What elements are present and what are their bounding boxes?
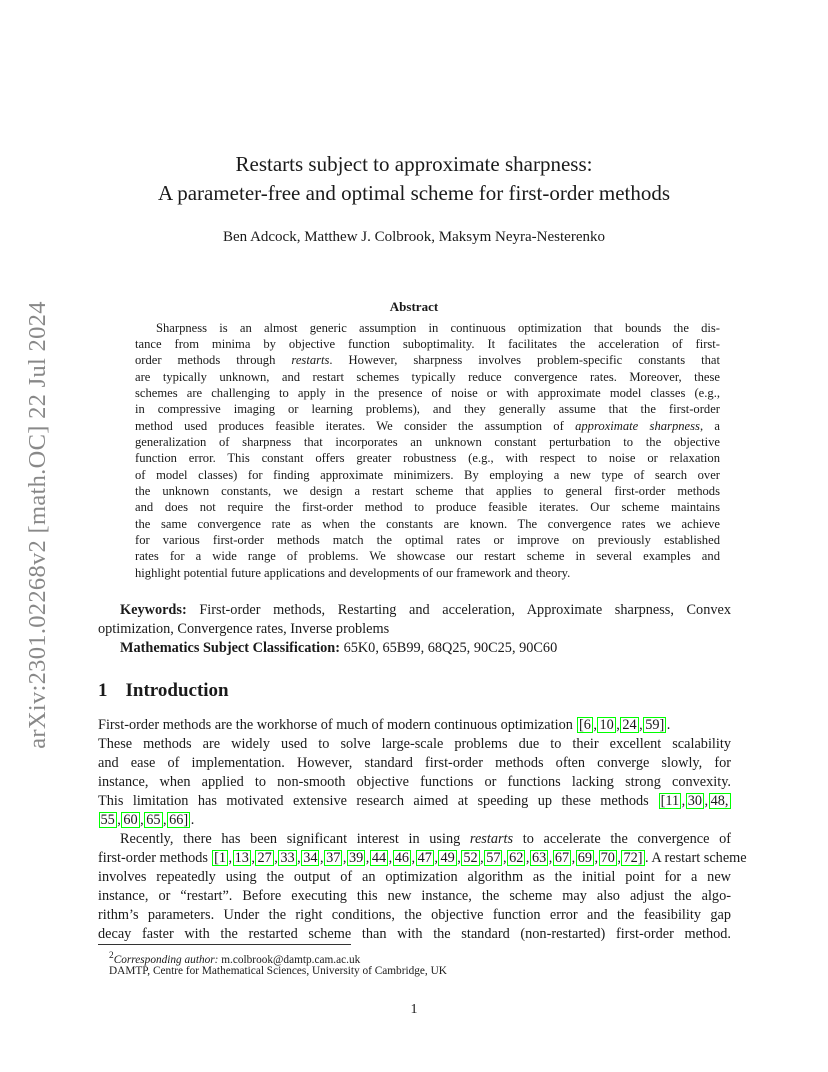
citation-link[interactable]: 30	[687, 793, 703, 809]
citation-link[interactable]: 67	[554, 850, 570, 866]
citation-group: [6 , 10 , 24 , 59]	[578, 717, 665, 733]
abstract-text: order methods through	[135, 353, 292, 367]
arxiv-identifier-stamp	[18, 275, 58, 775]
abstract-line: the same convergence rate as when the constants are known. The convergence rates we achieve	[135, 517, 720, 531]
citation-link[interactable]: 62	[509, 850, 524, 866]
citation-link[interactable]: 49	[440, 850, 455, 866]
citation-link[interactable]: 37	[326, 850, 341, 866]
body-text: First-order methods are the workhorse of much of modern continuous optimization	[98, 717, 577, 733]
citation-link[interactable]: 57	[486, 850, 501, 866]
body-text: . A restart scheme	[645, 850, 747, 866]
citation-link[interactable]: 24	[622, 717, 637, 733]
footnote-label: Corresponding author:	[113, 953, 219, 966]
footnote-divider	[98, 944, 351, 945]
paper-title-line-2: A parameter-free and optimal scheme for first-order methods	[157, 181, 671, 205]
citation-group: 55 , 60 , 65 , 66]	[100, 812, 189, 828]
body-text: first-order methods	[98, 850, 212, 866]
citation-link[interactable]: 47	[417, 850, 432, 866]
body-line	[120, 830, 731, 849]
abstract-line: generalization of sharpness that incorporates an unknown constant perturbation to the objective	[135, 435, 720, 449]
abstract-line: of model classes) for finding approximate minimizers. By employing a new type of search over	[135, 468, 720, 482]
citation-link[interactable]: 34	[303, 850, 318, 866]
abstract-line: highlight potential future applications and developments of our framework and theory.	[135, 566, 571, 580]
abstract-line	[135, 352, 720, 368]
msc-codes: 65K0, 65B99, 68Q25, 90C25, 90C60	[343, 640, 558, 656]
abstract-heading: Abstract	[389, 299, 439, 314]
keywords-label: Keywords:	[120, 602, 187, 618]
citation-link[interactable]: [6	[578, 717, 591, 733]
citation-link[interactable]: 70	[600, 850, 615, 866]
abstract-text: method used produces feasible iterates. We consider the assumption of	[135, 419, 576, 433]
citation-link[interactable]: 72]	[623, 850, 643, 866]
body-text: .	[190, 812, 195, 828]
keywords-line: optimization, Convergence rates, Inverse problems	[98, 621, 390, 637]
citation-link[interactable]: 52	[463, 850, 478, 866]
citation-link[interactable]: [1	[214, 850, 226, 866]
citation-link[interactable]: 46	[394, 850, 409, 866]
abstract-text: . However, sharpness involves problem-specific constants that	[329, 353, 721, 367]
abstract-text: , a	[699, 419, 720, 433]
abstract-emphasis: approximate sharpness	[575, 419, 700, 433]
keywords-text: First-order methods, Restarting and acceleration, Approximate sharpness, Convex	[199, 602, 731, 618]
citation-link[interactable]: 44	[371, 850, 387, 866]
abstract-line: tance from minima by objective function suboptimality. It facilitates the acceleration of first-	[135, 337, 720, 351]
body-text: This limitation has motivated extensive research aimed at speeding up these methods	[98, 793, 659, 809]
body-line: rithm’s parameters. Under the right conditions, the objective function error and the feasibility gap	[98, 907, 731, 923]
page-number: 1	[410, 1002, 418, 1017]
body-line: and ease of implementation. However, standard first-order methods often converge slowly, for	[98, 755, 731, 771]
citation-link[interactable]: 10	[599, 717, 614, 733]
abstract-line: are typically unknown, and restart schemes typically reduce convergence rates. Moreover, these	[135, 370, 720, 384]
body-line: These methods are widely used to solve large-scale problems due to their excellent scalability	[98, 736, 731, 752]
citation-link[interactable]: 69	[577, 850, 592, 866]
body-text: Recently, there has been significant interest in using	[120, 831, 470, 847]
msc-line	[120, 639, 731, 658]
author-list: Ben Adcock, Matthew J. Colbrook, Maksym Neyra-Nesterenko	[222, 229, 605, 245]
citation-link[interactable]: 59]	[645, 717, 665, 733]
citation-link[interactable]: 48,	[710, 793, 729, 809]
msc-label: Mathematics Subject Classification:	[120, 640, 340, 656]
citation-link[interactable]: 13	[234, 850, 249, 866]
body-emphasis: restarts	[469, 831, 514, 847]
body-line: decay faster with the restarted scheme than with the standard (non-restarted) first-order method.	[98, 926, 731, 942]
citation-group: [1 , 13 , 27 , 33 , 34 , 37 , 39 , 44 , 46 , 47 , 49 , 52 , 57 , 62 , 63 , 67 , 69 , 70 , 72]	[214, 850, 643, 866]
citation-link[interactable]: 66]	[169, 812, 189, 828]
arxiv-identifier-text: arXiv:2301.02268v2 [math.OC] 22 Jul 2024	[24, 301, 51, 749]
body-line: involves repeatedly using the output of an optimization algorithm as the initial point for a new	[98, 869, 731, 885]
citation-link[interactable]: 63	[531, 850, 547, 866]
body-line	[98, 792, 731, 811]
abstract-line: schemes are challenging to apply in the presence of noise or with approximate model classes (e.g.,	[135, 386, 720, 400]
body-line: instance, when applied to non-smooth objective functions or functions lacking strong convexity.	[98, 774, 731, 790]
footnote-affiliation: DAMTP, Centre for Mathematical Sciences, University of Cambridge, UK	[109, 965, 447, 977]
abstract-line: for various first-order methods match the optimal rates or improve on previously established	[135, 533, 720, 547]
paper-title-line-1: Restarts subject to approximate sharpness:	[235, 152, 593, 176]
citation-link[interactable]: 27	[257, 850, 272, 866]
abstract-line: function error. This constant offers greater robustness (e.g., with respect to noise or relaxation	[135, 451, 720, 465]
citation-link[interactable]: [11	[660, 793, 680, 809]
body-line	[98, 811, 731, 830]
section-title: Introduction	[125, 680, 229, 701]
body-line	[98, 849, 747, 868]
citation-group: [11 , 30 , 48,	[660, 793, 729, 809]
keywords-line	[120, 601, 731, 620]
abstract-line	[135, 418, 720, 434]
abstract-emphasis: restarts	[291, 353, 330, 367]
footnote-email: m.colbrook@damtp.cam.ac.uk	[218, 953, 361, 966]
footnote-marker: 2	[109, 951, 114, 961]
abstract-line: and does not require the first-order method to produce feasible iterates. Our scheme maintains	[135, 500, 720, 514]
body-line: instance, or “restart”. Before executing this new instance, the scheme may also adjust the algo-	[98, 888, 731, 904]
citation-link[interactable]: 65	[146, 812, 161, 828]
section-heading	[98, 680, 229, 702]
body-text: to accelerate the convergence of	[513, 831, 731, 847]
abstract-line: the unknown constants, we design a restart scheme that applies to general first-order methods	[135, 484, 720, 498]
citation-link[interactable]: 55	[100, 812, 115, 828]
section-number: 1	[98, 680, 108, 701]
citation-link[interactable]: 33	[280, 850, 295, 866]
citation-link[interactable]: 39	[348, 850, 364, 866]
body-line	[98, 716, 731, 735]
abstract-line: Sharpness is an almost generic assumption in continuous optimization that bounds the dis-	[156, 321, 720, 335]
citation-link[interactable]: 60	[123, 812, 138, 828]
abstract-line: rates for a wide range of problems. We showcase our restart scheme in several examples and	[135, 549, 720, 563]
body-text: .	[666, 717, 671, 733]
abstract-line: in compressive imaging or learning problems), and they generally assume that the first-order	[135, 402, 720, 416]
